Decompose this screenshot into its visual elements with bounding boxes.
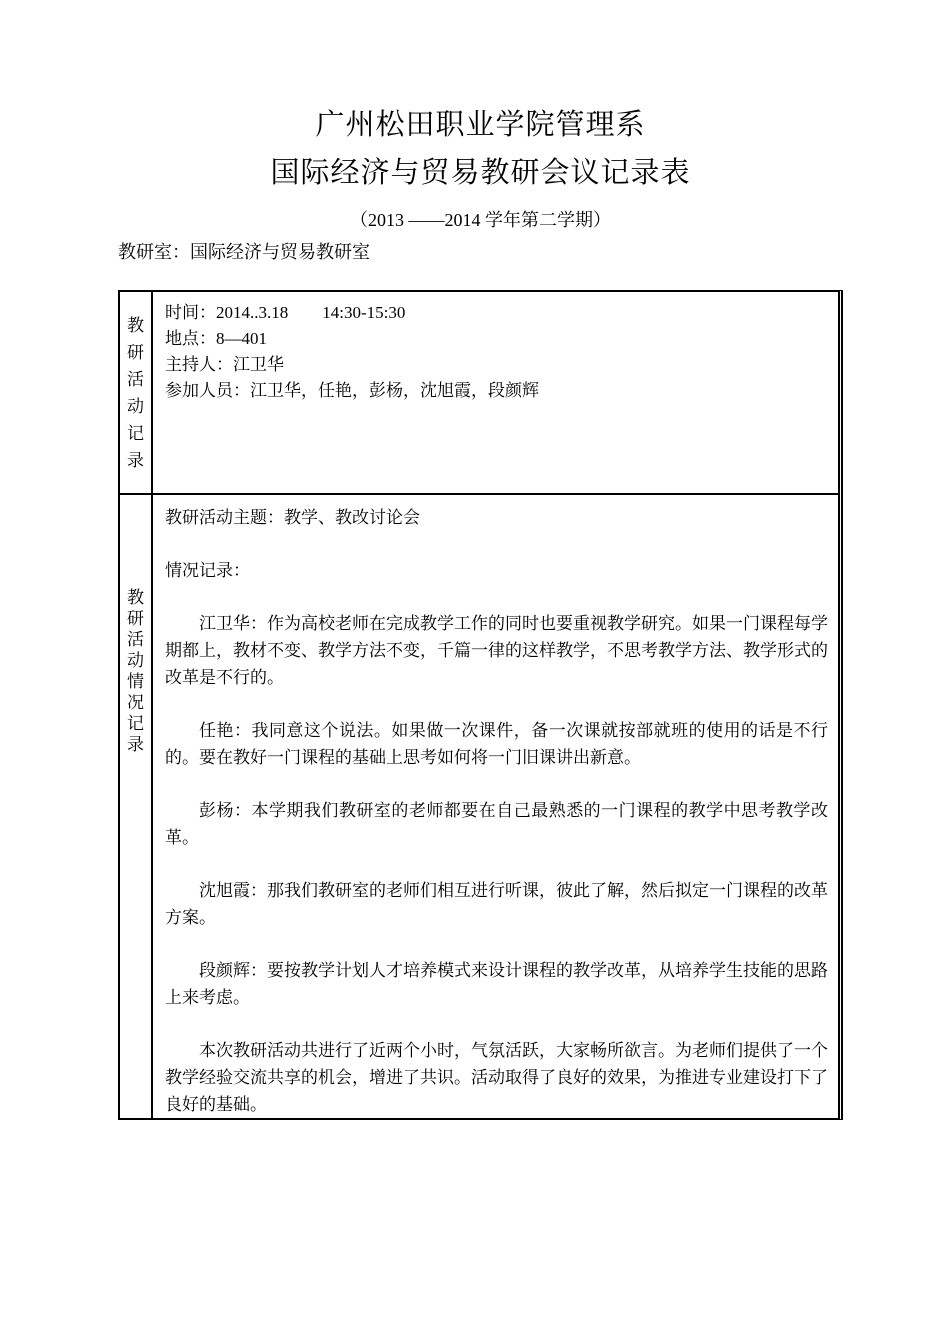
activity-detail-row <box>120 495 838 1118</box>
page-subtitle: 国际经济与贸易教研会议记录表 <box>270 157 691 189</box>
activity-record-label-cell <box>120 292 153 493</box>
summary-paragraph: 本次教研活动共进行了近两个小时，气氛活跃，大家畅所欲言。为老师们提供了一个教学经验交流共享的机会，增进了共识。活动取得了良好的效果，为推进专业建设打下了良好的基础。 <box>165 1041 828 1114</box>
activity-detail-label: 教研活动情况记录 <box>127 588 144 754</box>
document-content <box>118 105 843 1120</box>
speech-shen-xuxia: 沈旭霞：那我们教研室的老师们相互进行听课，彼此了解，然后拟定一门课程的改革方案。 <box>165 881 828 927</box>
record-heading: 情况记录： <box>165 561 250 580</box>
activity-detail-label-cell <box>120 495 153 1118</box>
academic-term-line: （2013 ——2014 学年第二学期） <box>350 210 611 230</box>
host-line: 主持人：江卫华 <box>165 355 284 374</box>
page-title: 广州松田职业学院管理系 <box>315 109 646 141</box>
activity-detail-content <box>153 495 838 1118</box>
participants-line: 参加人员：江卫华，任艳，彭杨，沈旭霞，段颜辉 <box>165 381 539 400</box>
teaching-office-line: 教研室：国际经济与贸易教研室 <box>118 242 370 262</box>
meeting-record-table <box>118 290 843 1120</box>
time-line: 时间：2014..3.18 14:30-15:30 <box>165 303 406 322</box>
speech-peng-yang: 彭杨：本学期我们教研室的老师都要在自己最熟悉的一门课程的教学中思考教学改革。 <box>165 801 828 847</box>
activity-record-content <box>153 292 838 493</box>
topic-line: 教研活动主题：教学、教改讨论会 <box>165 508 420 527</box>
activity-record-label: 教研活动记录 <box>127 315 144 470</box>
activity-record-row <box>120 292 838 495</box>
location-line: 地点：8—401 <box>165 329 267 348</box>
speech-jiang-weihua: 江卫华：作为高校老师在完成教学工作的同时也要重视教学研究。如果一门课程每学期都上，教材不变、教学方法不变，千篇一律的这样教学，不思考教学方法、教学形式的改革是不行的。 <box>165 614 828 687</box>
speech-ren-yan: 任艳：我同意这个说法。如果做一次课件，备一次课就按部就班的使用的话是不行的。要在教好一门课程的基础上思考如何将一门旧课讲出新意。 <box>165 721 828 767</box>
speech-duan-yanhui: 段颜辉：要按教学计划人才培养模式来设计课程的教学改革，从培养学生技能的思路上来考虑。 <box>165 961 828 1007</box>
